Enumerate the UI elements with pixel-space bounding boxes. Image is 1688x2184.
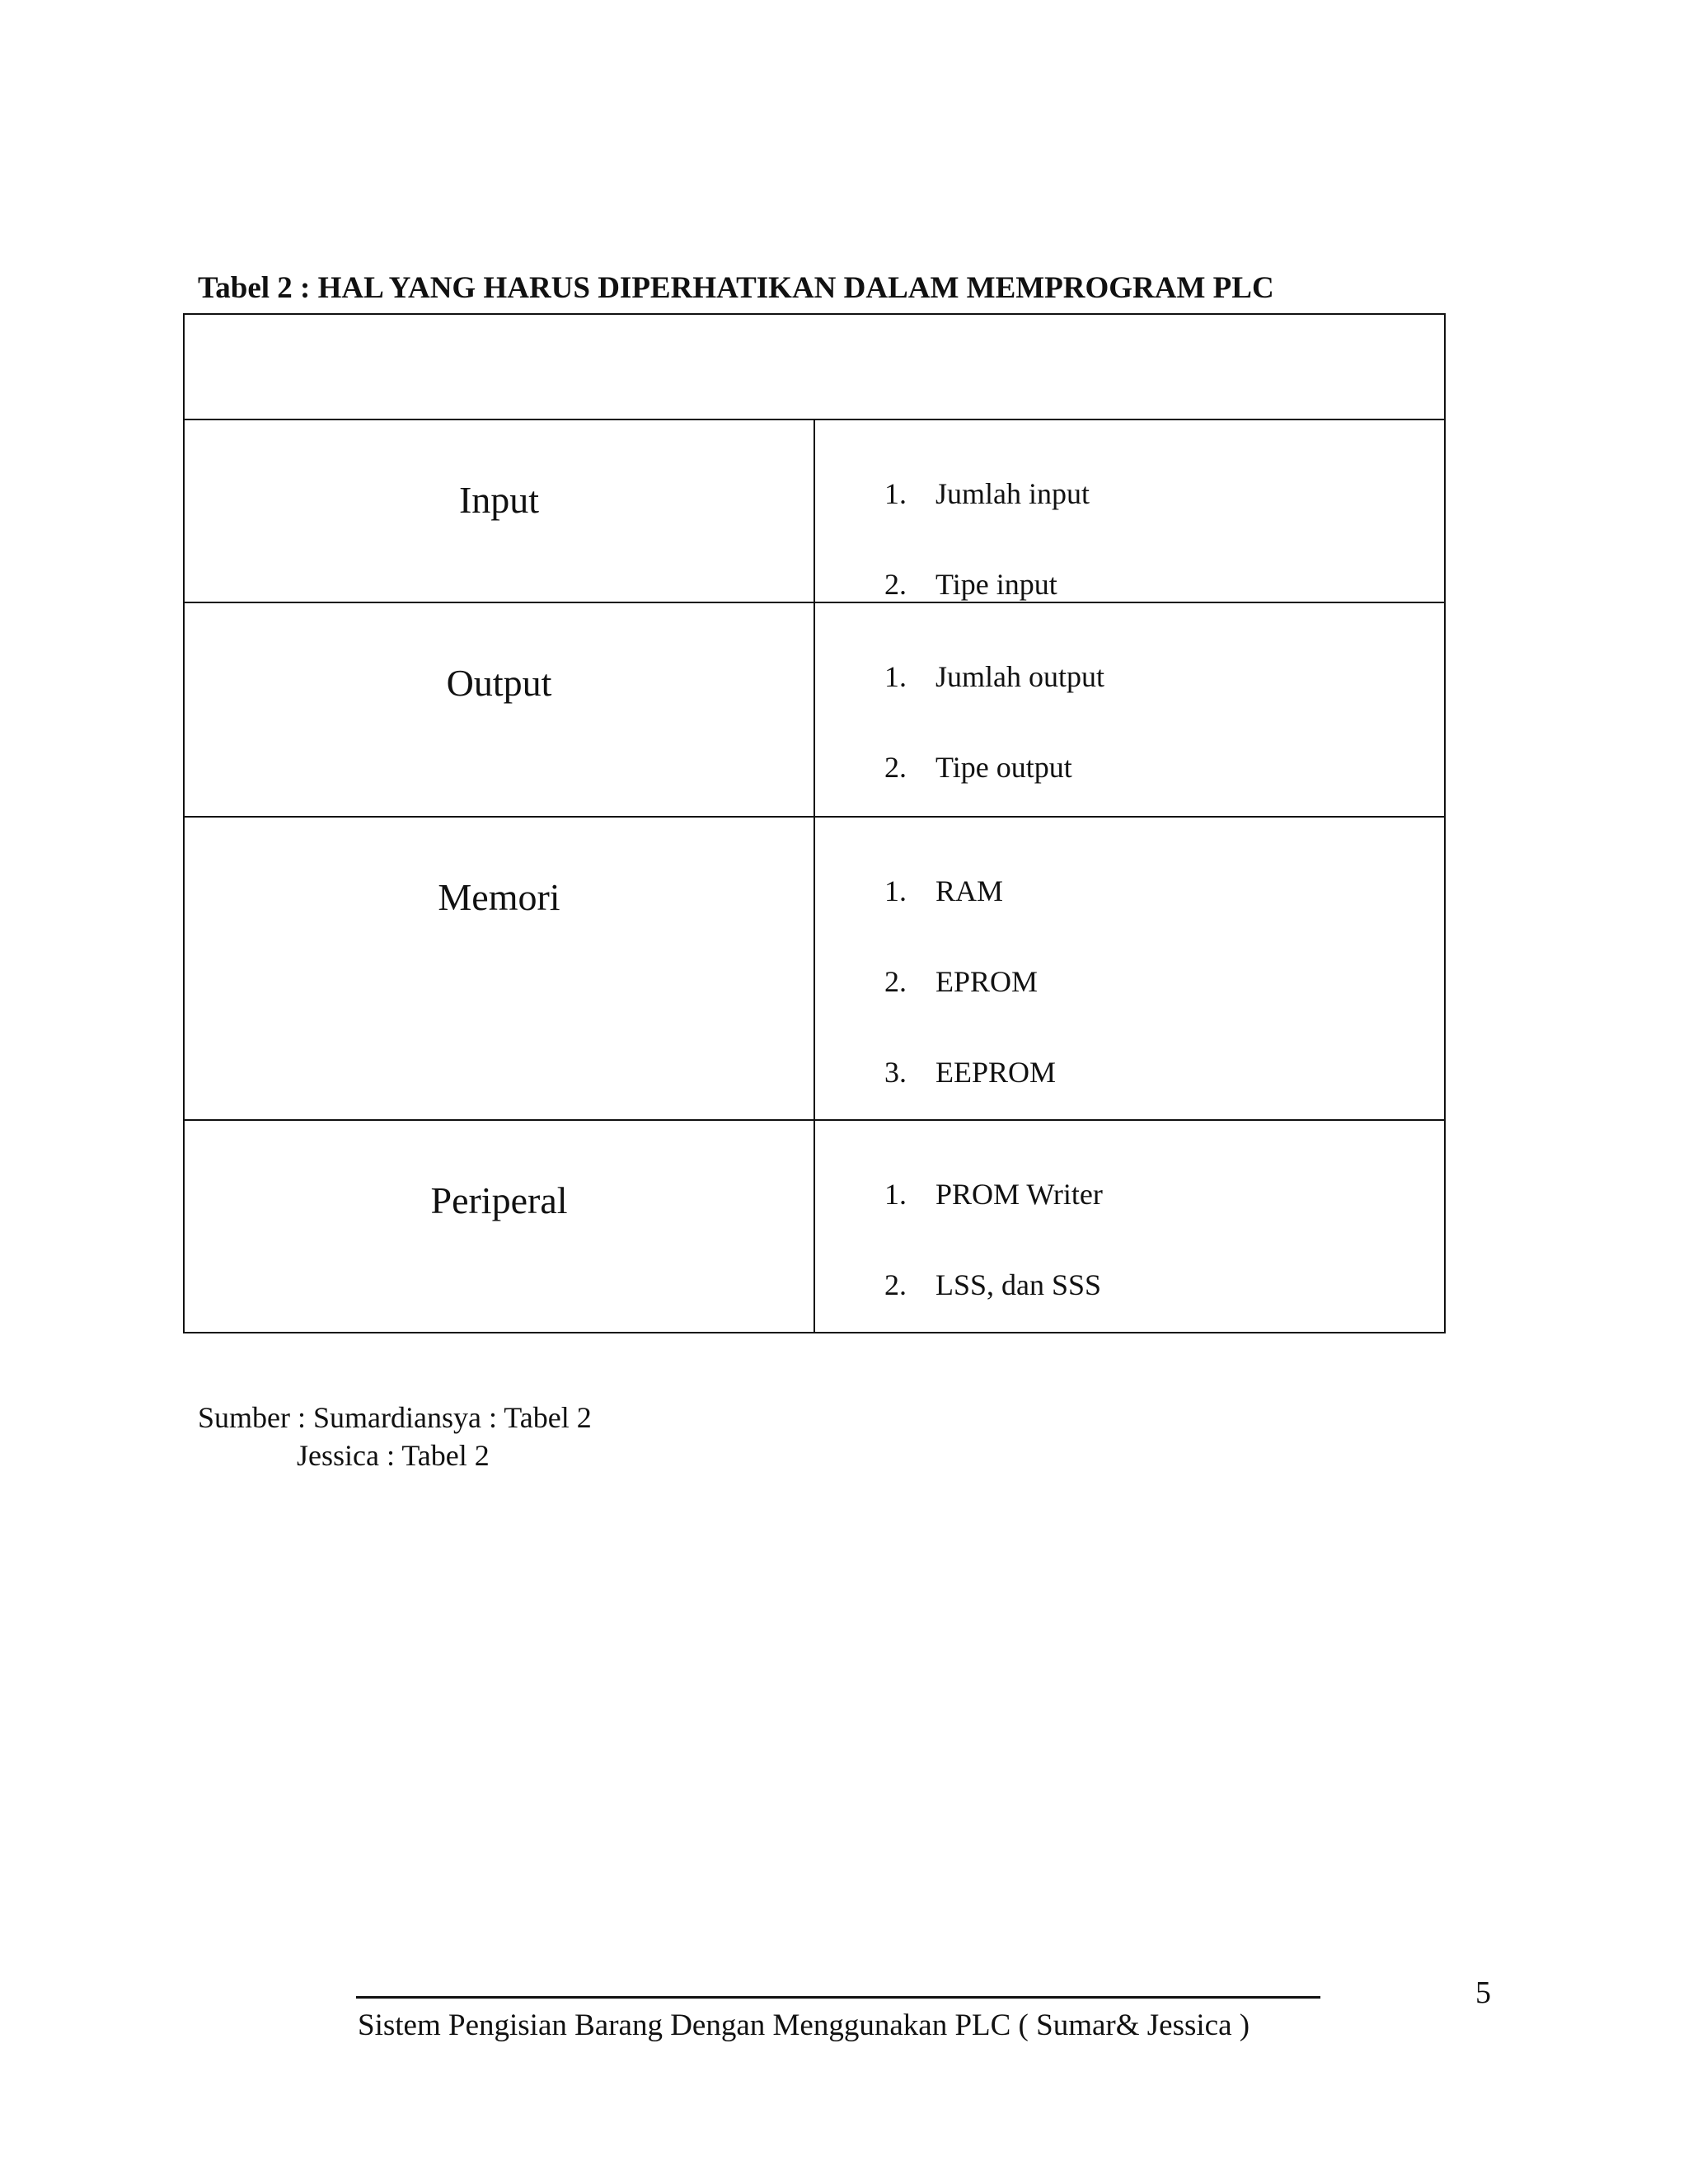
page-number: 5 <box>1475 1975 1491 2010</box>
list-item <box>815 1177 1444 1212</box>
table-row <box>184 419 1445 602</box>
list-item <box>815 1055 1444 1090</box>
table-header-row <box>184 314 1445 419</box>
row-label: Memori <box>438 876 560 918</box>
item-text: EEPROM <box>935 1056 1057 1089</box>
item-number: 2. <box>884 568 907 601</box>
item-text: PROM Writer <box>935 1178 1103 1211</box>
row-label-cell <box>184 419 814 602</box>
row-items-cell <box>814 817 1445 1120</box>
row-label-cell <box>184 1120 814 1333</box>
item-text: Tipe output <box>935 751 1072 784</box>
row-items-cell <box>814 419 1445 602</box>
item-text: RAM <box>935 874 1004 907</box>
item-list <box>815 603 1444 785</box>
source-note <box>198 1399 592 1474</box>
list-item <box>815 964 1444 999</box>
row-items-cell <box>814 1120 1445 1333</box>
row-label: Periperal <box>430 1179 568 1221</box>
item-list <box>815 1121 1444 1302</box>
item-list <box>815 818 1444 1090</box>
source-line: Sumber : Sumardiansya : Tabel 2 <box>198 1401 592 1434</box>
row-label: Output <box>446 662 552 704</box>
item-text: Jumlah output <box>935 660 1104 693</box>
item-number: 2. <box>884 965 907 998</box>
footer-divider <box>356 1996 1320 1999</box>
list-item <box>815 476 1444 511</box>
item-number: 1. <box>884 477 907 510</box>
source-line: Jessica : Tabel 2 <box>297 1439 490 1472</box>
list-item <box>815 750 1444 785</box>
table-row <box>184 817 1445 1120</box>
row-label-cell <box>184 817 814 1120</box>
plc-considerations-table <box>183 313 1446 1333</box>
table-row <box>184 602 1445 817</box>
row-label: Input <box>458 479 540 521</box>
list-item <box>815 1268 1444 1302</box>
item-number: 1. <box>884 1178 907 1211</box>
item-number: 3. <box>884 1056 907 1089</box>
list-item <box>815 874 1444 908</box>
list-item <box>815 659 1444 694</box>
row-items-cell <box>814 602 1445 817</box>
item-text: Jumlah input <box>935 477 1090 510</box>
footer-title: Sistem Pengisian Barang Dengan Menggunakan PLC ( Sumar& Jessica ) <box>358 2008 1250 2042</box>
item-text: Tipe input <box>935 568 1057 601</box>
table-caption: Tabel 2 : HAL YANG HARUS DIPERHATIKAN DALAM MEMPROGRAM PLC <box>198 271 1274 305</box>
item-number: 2. <box>884 751 907 784</box>
item-text: LSS, dan SSS <box>935 1268 1102 1301</box>
list-item <box>815 567 1444 602</box>
item-number: 1. <box>884 660 907 693</box>
row-label-cell <box>184 602 814 817</box>
item-list <box>815 420 1444 602</box>
table-row <box>184 1120 1445 1333</box>
table-header-cell <box>184 314 1445 419</box>
item-number: 2. <box>884 1268 907 1301</box>
item-number: 1. <box>884 874 907 907</box>
item-text: EPROM <box>935 965 1039 998</box>
